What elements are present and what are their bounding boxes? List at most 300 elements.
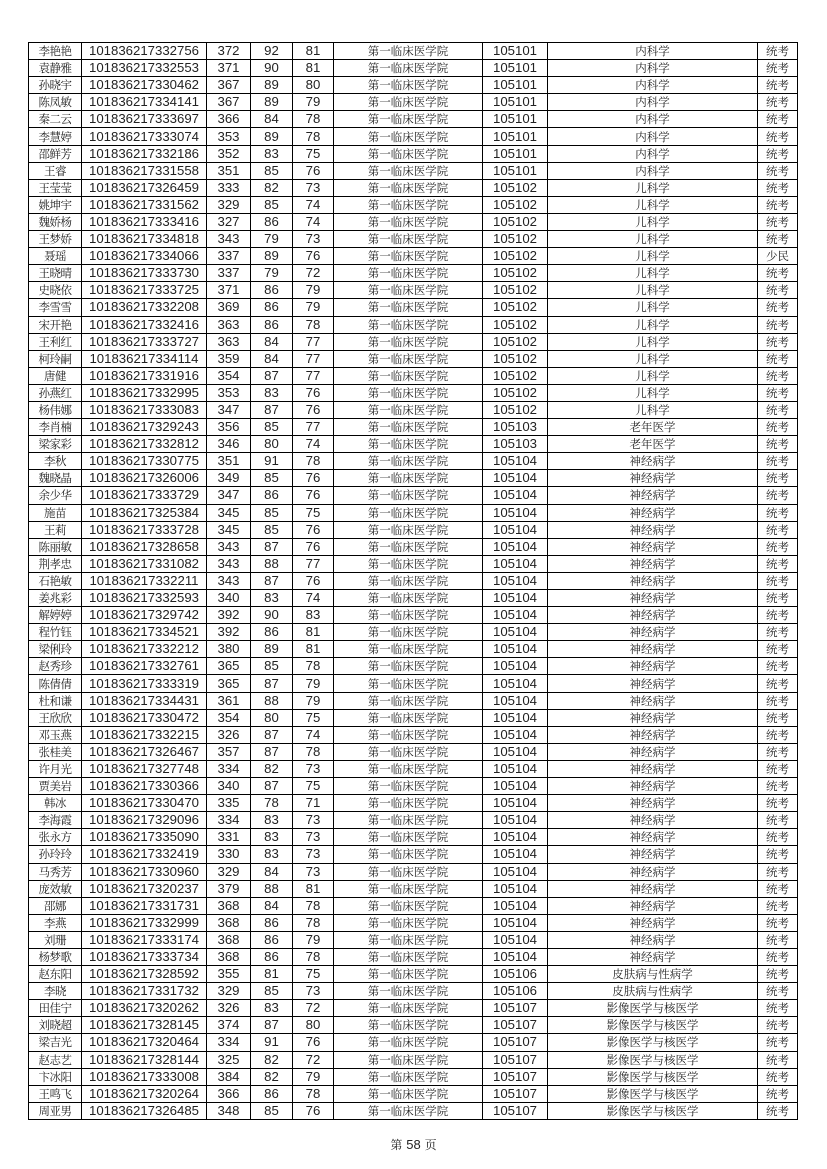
- college-cell: 第一临床医学院: [334, 948, 483, 965]
- exam-type-cell: 统考: [758, 1102, 798, 1119]
- major-code-cell: 105102: [483, 367, 548, 384]
- table-row: [29, 897, 798, 914]
- major-cell: 神经病学: [548, 709, 758, 726]
- major-cell: 内科学: [548, 111, 758, 128]
- score1-cell: 86: [251, 487, 293, 504]
- table-row: [29, 367, 798, 384]
- exam-id-cell: 101836217332995: [82, 384, 207, 401]
- exam-type-cell: 少民: [758, 248, 798, 265]
- total-score-cell: 368: [207, 897, 251, 914]
- score2-cell: 72: [293, 265, 334, 282]
- student-name-cell: 程竹钰: [29, 624, 82, 641]
- major-cell: 神经病学: [548, 726, 758, 743]
- major-cell: 儿科学: [548, 316, 758, 333]
- major-cell: 儿科学: [548, 384, 758, 401]
- total-score-cell: 343: [207, 231, 251, 248]
- table-row: [29, 795, 798, 812]
- student-name-cell: 王莉: [29, 521, 82, 538]
- score2-cell: 73: [293, 760, 334, 777]
- score1-cell: 87: [251, 743, 293, 760]
- student-name-cell: 王欣欣: [29, 709, 82, 726]
- student-name-cell: 赵秀珍: [29, 658, 82, 675]
- score2-cell: 73: [293, 179, 334, 196]
- score2-cell: 79: [293, 692, 334, 709]
- student-name-cell: 李慧婷: [29, 128, 82, 145]
- total-score-cell: 345: [207, 504, 251, 521]
- score2-cell: 77: [293, 367, 334, 384]
- table-row: [29, 607, 798, 624]
- total-score-cell: 355: [207, 966, 251, 983]
- student-name-cell: 杨梦歌: [29, 948, 82, 965]
- exam-id-cell: 101836217333083: [82, 401, 207, 418]
- major-cell: 神经病学: [548, 504, 758, 521]
- student-name-cell: 王睿: [29, 162, 82, 179]
- major-code-cell: 105102: [483, 248, 548, 265]
- score2-cell: 77: [293, 419, 334, 436]
- table-body: [29, 43, 798, 1120]
- table-row: [29, 453, 798, 470]
- student-name-cell: 李燕: [29, 914, 82, 931]
- exam-id-cell: 101836217332186: [82, 145, 207, 162]
- total-score-cell: 329: [207, 983, 251, 1000]
- college-cell: 第一临床医学院: [334, 880, 483, 897]
- major-code-cell: 105104: [483, 880, 548, 897]
- college-cell: 第一临床医学院: [334, 43, 483, 60]
- major-code-cell: 105104: [483, 658, 548, 675]
- exam-type-cell: 统考: [758, 778, 798, 795]
- total-score-cell: 351: [207, 453, 251, 470]
- exam-type-cell: 统考: [758, 1034, 798, 1051]
- exam-id-cell: 101836217333074: [82, 128, 207, 145]
- score2-cell: 73: [293, 231, 334, 248]
- table-row: [29, 282, 798, 299]
- major-code-cell: 105104: [483, 624, 548, 641]
- exam-id-cell: 101836217335090: [82, 829, 207, 846]
- score2-cell: 81: [293, 43, 334, 60]
- table-row: [29, 931, 798, 948]
- score2-cell: 80: [293, 1017, 334, 1034]
- major-cell: 儿科学: [548, 333, 758, 350]
- student-name-cell: 陈丽敏: [29, 538, 82, 555]
- student-name-cell: 李秋: [29, 453, 82, 470]
- table-row: [29, 94, 798, 111]
- total-score-cell: 367: [207, 94, 251, 111]
- exam-id-cell: 101836217328145: [82, 1017, 207, 1034]
- exam-type-cell: 统考: [758, 43, 798, 60]
- student-name-cell: 张永方: [29, 829, 82, 846]
- score2-cell: 72: [293, 1000, 334, 1017]
- major-cell: 老年医学: [548, 436, 758, 453]
- major-cell: 儿科学: [548, 231, 758, 248]
- score2-cell: 78: [293, 1085, 334, 1102]
- total-score-cell: 380: [207, 641, 251, 658]
- student-name-cell: 袁静雅: [29, 60, 82, 77]
- total-score-cell: 331: [207, 829, 251, 846]
- exam-type-cell: 统考: [758, 333, 798, 350]
- exam-type-cell: 统考: [758, 487, 798, 504]
- score1-cell: 86: [251, 282, 293, 299]
- score2-cell: 77: [293, 350, 334, 367]
- table-row: [29, 760, 798, 777]
- college-cell: 第一临床医学院: [334, 829, 483, 846]
- score1-cell: 83: [251, 590, 293, 607]
- college-cell: 第一临床医学院: [334, 760, 483, 777]
- score1-cell: 85: [251, 162, 293, 179]
- table-row: [29, 350, 798, 367]
- college-cell: 第一临床医学院: [334, 265, 483, 282]
- score2-cell: 76: [293, 572, 334, 589]
- college-cell: 第一临床医学院: [334, 179, 483, 196]
- score2-cell: 76: [293, 538, 334, 555]
- college-cell: 第一临床医学院: [334, 248, 483, 265]
- total-score-cell: 368: [207, 914, 251, 931]
- exam-id-cell: 101836217333728: [82, 521, 207, 538]
- major-cell: 儿科学: [548, 367, 758, 384]
- major-code-cell: 105104: [483, 863, 548, 880]
- college-cell: 第一临床医学院: [334, 231, 483, 248]
- score1-cell: 87: [251, 675, 293, 692]
- total-score-cell: 365: [207, 675, 251, 692]
- score2-cell: 75: [293, 145, 334, 162]
- table-row: [29, 384, 798, 401]
- major-code-cell: 105107: [483, 1085, 548, 1102]
- exam-type-cell: 统考: [758, 983, 798, 1000]
- score1-cell: 91: [251, 453, 293, 470]
- exam-type-cell: 统考: [758, 880, 798, 897]
- student-name-cell: 周亚男: [29, 1102, 82, 1119]
- exam-id-cell: 101836217331731: [82, 897, 207, 914]
- score1-cell: 82: [251, 179, 293, 196]
- score2-cell: 78: [293, 128, 334, 145]
- major-code-cell: 105102: [483, 196, 548, 213]
- exam-id-cell: 101836217332553: [82, 60, 207, 77]
- table-row: [29, 726, 798, 743]
- major-code-cell: 105104: [483, 641, 548, 658]
- total-score-cell: 348: [207, 1102, 251, 1119]
- student-name-cell: 史晓依: [29, 282, 82, 299]
- score2-cell: 74: [293, 726, 334, 743]
- major-code-cell: 105107: [483, 1102, 548, 1119]
- college-cell: 第一临床医学院: [334, 162, 483, 179]
- total-score-cell: 353: [207, 128, 251, 145]
- score2-cell: 81: [293, 641, 334, 658]
- exam-id-cell: 101836217333729: [82, 487, 207, 504]
- score1-cell: 85: [251, 470, 293, 487]
- table-row: [29, 572, 798, 589]
- total-score-cell: 372: [207, 43, 251, 60]
- student-name-cell: 梁家彩: [29, 436, 82, 453]
- score1-cell: 90: [251, 607, 293, 624]
- exam-type-cell: 统考: [758, 692, 798, 709]
- college-cell: 第一临床医学院: [334, 1017, 483, 1034]
- college-cell: 第一临床医学院: [334, 966, 483, 983]
- score2-cell: 76: [293, 162, 334, 179]
- score1-cell: 86: [251, 316, 293, 333]
- major-code-cell: 105104: [483, 504, 548, 521]
- major-cell: 神经病学: [548, 829, 758, 846]
- college-cell: 第一临床医学院: [334, 1000, 483, 1017]
- table-row: [29, 1000, 798, 1017]
- exam-id-cell: 101836217331732: [82, 983, 207, 1000]
- exam-type-cell: 统考: [758, 743, 798, 760]
- exam-type-cell: 统考: [758, 145, 798, 162]
- major-code-cell: 105104: [483, 470, 548, 487]
- table-row: [29, 43, 798, 60]
- exam-type-cell: 统考: [758, 914, 798, 931]
- total-score-cell: 346: [207, 436, 251, 453]
- table-row: [29, 111, 798, 128]
- major-code-cell: 105101: [483, 162, 548, 179]
- total-score-cell: 337: [207, 265, 251, 282]
- score1-cell: 88: [251, 555, 293, 572]
- major-code-cell: 105104: [483, 607, 548, 624]
- exam-id-cell: 101836217326485: [82, 1102, 207, 1119]
- major-cell: 影像医学与核医学: [548, 1034, 758, 1051]
- score2-cell: 76: [293, 1034, 334, 1051]
- total-score-cell: 343: [207, 555, 251, 572]
- score1-cell: 92: [251, 43, 293, 60]
- exam-id-cell: 101836217334431: [82, 692, 207, 709]
- page-suffix: 页: [424, 1138, 437, 1152]
- exam-id-cell: 101836217332208: [82, 299, 207, 316]
- college-cell: 第一临床医学院: [334, 1051, 483, 1068]
- total-score-cell: 367: [207, 77, 251, 94]
- table-row: [29, 641, 798, 658]
- score1-cell: 89: [251, 94, 293, 111]
- major-code-cell: 105104: [483, 897, 548, 914]
- score1-cell: 86: [251, 299, 293, 316]
- student-name-cell: 陈倩倩: [29, 675, 82, 692]
- major-cell: 儿科学: [548, 179, 758, 196]
- major-cell: 影像医学与核医学: [548, 1068, 758, 1085]
- total-score-cell: 327: [207, 213, 251, 230]
- major-code-cell: 105104: [483, 812, 548, 829]
- exam-id-cell: 101836217329243: [82, 419, 207, 436]
- student-name-cell: 孙燕红: [29, 384, 82, 401]
- major-code-cell: 105102: [483, 333, 548, 350]
- student-name-cell: 孙玲玲: [29, 846, 82, 863]
- student-name-cell: 陈凤敏: [29, 94, 82, 111]
- exam-type-cell: 统考: [758, 94, 798, 111]
- score2-cell: 79: [293, 1068, 334, 1085]
- major-cell: 神经病学: [548, 692, 758, 709]
- college-cell: 第一临床医学院: [334, 77, 483, 94]
- score2-cell: 74: [293, 213, 334, 230]
- table-row: [29, 128, 798, 145]
- score2-cell: 76: [293, 401, 334, 418]
- student-name-cell: 荆孝忠: [29, 555, 82, 572]
- major-code-cell: 105104: [483, 538, 548, 555]
- score1-cell: 80: [251, 709, 293, 726]
- student-name-cell: 王利红: [29, 333, 82, 350]
- exam-id-cell: 101836217326006: [82, 470, 207, 487]
- exam-type-cell: 统考: [758, 1051, 798, 1068]
- table-row: [29, 692, 798, 709]
- table-row: [29, 299, 798, 316]
- student-name-cell: 孙晓宇: [29, 77, 82, 94]
- student-name-cell: 魏娇杨: [29, 213, 82, 230]
- major-cell: 神经病学: [548, 572, 758, 589]
- score2-cell: 75: [293, 504, 334, 521]
- major-code-cell: 105104: [483, 709, 548, 726]
- score1-cell: 83: [251, 1000, 293, 1017]
- exam-type-cell: 统考: [758, 709, 798, 726]
- exam-id-cell: 101836217330470: [82, 795, 207, 812]
- exam-type-cell: 统考: [758, 675, 798, 692]
- total-score-cell: 347: [207, 487, 251, 504]
- exam-id-cell: 101836217334818: [82, 231, 207, 248]
- score2-cell: 76: [293, 521, 334, 538]
- major-cell: 儿科学: [548, 248, 758, 265]
- major-code-cell: 105104: [483, 453, 548, 470]
- exam-id-cell: 101836217327748: [82, 760, 207, 777]
- major-cell: 儿科学: [548, 265, 758, 282]
- score2-cell: 76: [293, 248, 334, 265]
- major-cell: 影像医学与核医学: [548, 1085, 758, 1102]
- major-code-cell: 105107: [483, 1034, 548, 1051]
- college-cell: 第一临床医学院: [334, 812, 483, 829]
- exam-type-cell: 统考: [758, 179, 798, 196]
- major-cell: 神经病学: [548, 931, 758, 948]
- college-cell: 第一临床医学院: [334, 436, 483, 453]
- table-row: [29, 1102, 798, 1119]
- college-cell: 第一临床医学院: [334, 128, 483, 145]
- table-row: [29, 624, 798, 641]
- exam-id-cell: 101836217320237: [82, 880, 207, 897]
- total-score-cell: 369: [207, 299, 251, 316]
- score1-cell: 88: [251, 692, 293, 709]
- score1-cell: 91: [251, 1034, 293, 1051]
- exam-type-cell: 统考: [758, 111, 798, 128]
- score1-cell: 85: [251, 504, 293, 521]
- table-row: [29, 60, 798, 77]
- score1-cell: 89: [251, 248, 293, 265]
- college-cell: 第一临床医学院: [334, 521, 483, 538]
- exam-id-cell: 101836217332419: [82, 846, 207, 863]
- total-score-cell: 330: [207, 846, 251, 863]
- major-code-cell: 105102: [483, 299, 548, 316]
- college-cell: 第一临床医学院: [334, 709, 483, 726]
- score2-cell: 79: [293, 94, 334, 111]
- major-cell: 神经病学: [548, 880, 758, 897]
- score2-cell: 78: [293, 111, 334, 128]
- total-score-cell: 351: [207, 162, 251, 179]
- major-cell: 影像医学与核医学: [548, 1051, 758, 1068]
- score2-cell: 78: [293, 658, 334, 675]
- major-code-cell: 105107: [483, 1068, 548, 1085]
- exam-id-cell: 101836217329096: [82, 812, 207, 829]
- exam-id-cell: 101836217333697: [82, 111, 207, 128]
- student-name-cell: 邵鲜芳: [29, 145, 82, 162]
- exam-id-cell: 101836217332999: [82, 914, 207, 931]
- student-name-cell: 赵志艺: [29, 1051, 82, 1068]
- student-name-cell: 马秀芳: [29, 863, 82, 880]
- major-code-cell: 105104: [483, 914, 548, 931]
- total-score-cell: 337: [207, 248, 251, 265]
- page-number: 58: [406, 1137, 421, 1152]
- score1-cell: 87: [251, 726, 293, 743]
- major-code-cell: 105101: [483, 43, 548, 60]
- major-code-cell: 105101: [483, 77, 548, 94]
- total-score-cell: 366: [207, 111, 251, 128]
- total-score-cell: 392: [207, 624, 251, 641]
- major-cell: 内科学: [548, 128, 758, 145]
- exam-type-cell: 统考: [758, 419, 798, 436]
- score2-cell: 81: [293, 880, 334, 897]
- total-score-cell: 371: [207, 60, 251, 77]
- college-cell: 第一临床医学院: [334, 1085, 483, 1102]
- college-cell: 第一临床医学院: [334, 743, 483, 760]
- score2-cell: 73: [293, 863, 334, 880]
- student-name-cell: 王莹莹: [29, 179, 82, 196]
- table-row: [29, 966, 798, 983]
- exam-id-cell: 101836217332215: [82, 726, 207, 743]
- score2-cell: 76: [293, 384, 334, 401]
- major-code-cell: 105102: [483, 179, 548, 196]
- table-row: [29, 983, 798, 1000]
- exam-id-cell: 101836217332211: [82, 572, 207, 589]
- college-cell: 第一临床医学院: [334, 914, 483, 931]
- exam-id-cell: 101836217334066: [82, 248, 207, 265]
- major-code-cell: 105104: [483, 572, 548, 589]
- major-code-cell: 105104: [483, 675, 548, 692]
- major-code-cell: 105104: [483, 829, 548, 846]
- score2-cell: 81: [293, 60, 334, 77]
- major-cell: 儿科学: [548, 282, 758, 299]
- student-name-cell: 姜兆彩: [29, 590, 82, 607]
- student-name-cell: 邵娜: [29, 897, 82, 914]
- student-name-cell: 贾美岩: [29, 778, 82, 795]
- total-score-cell: 345: [207, 521, 251, 538]
- major-cell: 儿科学: [548, 213, 758, 230]
- exam-type-cell: 统考: [758, 213, 798, 230]
- major-cell: 皮肤病与性病学: [548, 966, 758, 983]
- table-row: [29, 145, 798, 162]
- exam-type-cell: 统考: [758, 760, 798, 777]
- college-cell: 第一临床医学院: [334, 795, 483, 812]
- exam-type-cell: 统考: [758, 367, 798, 384]
- college-cell: 第一临床医学院: [334, 607, 483, 624]
- total-score-cell: 374: [207, 1017, 251, 1034]
- exam-id-cell: 101836217328592: [82, 966, 207, 983]
- major-cell: 神经病学: [548, 607, 758, 624]
- college-cell: 第一临床医学院: [334, 333, 483, 350]
- score1-cell: 86: [251, 624, 293, 641]
- score2-cell: 71: [293, 795, 334, 812]
- score1-cell: 85: [251, 419, 293, 436]
- exam-id-cell: 101836217333416: [82, 213, 207, 230]
- score1-cell: 85: [251, 521, 293, 538]
- table-row: [29, 231, 798, 248]
- score1-cell: 88: [251, 880, 293, 897]
- student-name-cell: 梁吉光: [29, 1034, 82, 1051]
- student-name-cell: 杜和谦: [29, 692, 82, 709]
- student-name-cell: 韩冰: [29, 795, 82, 812]
- major-cell: 内科学: [548, 77, 758, 94]
- score2-cell: 77: [293, 555, 334, 572]
- college-cell: 第一临床医学院: [334, 384, 483, 401]
- exam-id-cell: 101836217320262: [82, 1000, 207, 1017]
- major-code-cell: 105107: [483, 1000, 548, 1017]
- exam-id-cell: 101836217333734: [82, 948, 207, 965]
- exam-type-cell: 统考: [758, 453, 798, 470]
- total-score-cell: 357: [207, 743, 251, 760]
- score2-cell: 73: [293, 846, 334, 863]
- score2-cell: 74: [293, 590, 334, 607]
- exam-id-cell: 101836217330960: [82, 863, 207, 880]
- score1-cell: 83: [251, 145, 293, 162]
- major-cell: 儿科学: [548, 350, 758, 367]
